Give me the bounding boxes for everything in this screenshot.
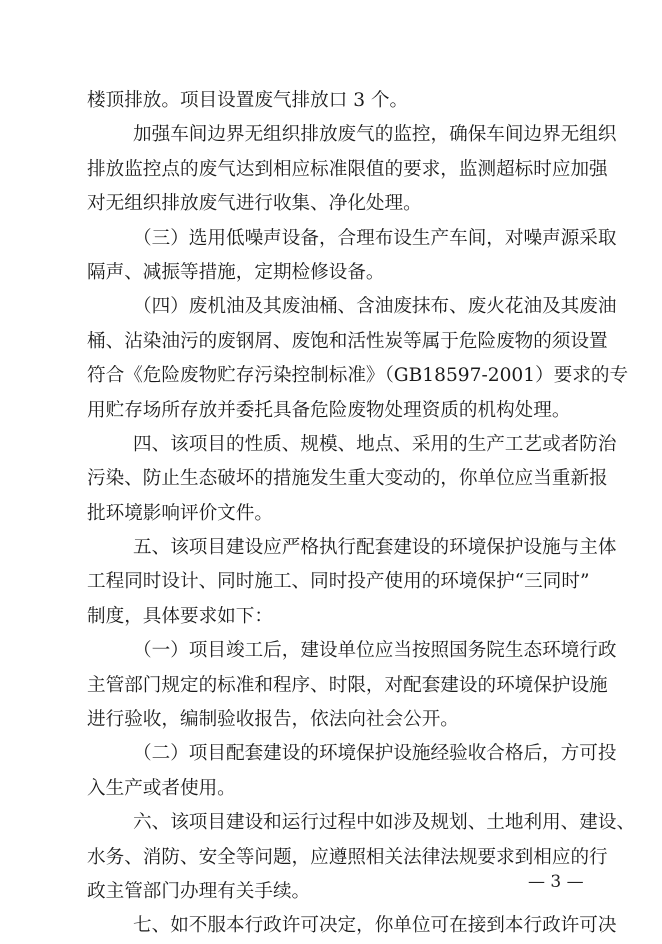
paragraph-line: 污染、防止生态破坏的措施发生重大变动的，你单位应当重新报 [87, 468, 608, 490]
paragraph-line: 四、该项目的性质、规模、地点、采用的生产工艺或者防治 [133, 433, 617, 455]
paragraph-line: 隔声、减振等措施，定期检修设备。 [87, 261, 385, 283]
paragraph-line: 工程同时设计、同时施工、同时投产使用的环境保护“三同时” [87, 571, 590, 593]
paragraph-line: 政主管部门办理有关手续。 [87, 880, 311, 902]
paragraph-line: （三）选用低噪声设备，合理布设生产车间，对噪声源采取 [133, 227, 617, 249]
paragraph-line: 水务、消防、安全等问题，应遵照相关法律法规要求到相应的行 [87, 846, 608, 868]
paragraph-line: 七、如不服本行政许可决定，你单位可在接到本行政许可决 [133, 915, 617, 937]
document-body [87, 84, 636, 944]
page-number: — 3 — [528, 872, 584, 892]
paragraph-line: 六、该项目建设和运行过程中如涉及规划、土地利用、建设、 [133, 812, 636, 834]
paragraph-line: 桶、沾染油污的废钢屑、废饱和活性炭等属于危险废物的须设置 [87, 330, 608, 352]
paragraph-line: 进行验收，编制验收报告，依法向社会公开。 [87, 709, 459, 731]
paragraph-line: 排放监控点的废气达到相应标准限值的要求，监测超标时应加强 [87, 158, 608, 180]
paragraph-line: 入生产或者使用。 [87, 777, 236, 799]
paragraph-line: 加强车间边界无组织排放废气的监控，确保车间边界无组织 [133, 124, 617, 146]
paragraph-line: （一）项目竣工后，建设单位应当按照国务院生态环境行政 [133, 640, 617, 662]
paragraph-line: 制度，具体要求如下： [87, 605, 273, 627]
paragraph-line: 主管部门规定的标准和程序、时限，对配套建设的环境保护设施 [87, 674, 608, 696]
paragraph-line: 用贮存场所存放并委托具备危险废物处理资质的机构处理。 [87, 399, 571, 421]
paragraph-line: 楼顶排放。项目设置废气排放口 3 个。 [87, 90, 409, 111]
paragraph-line: 符合《危险废物贮存污染控制标准》（GB18597-2001）要求的专 [87, 365, 629, 387]
paragraph-line: 批环境影响评价文件。 [87, 502, 273, 524]
paragraph-line: （四）废机油及其废油桶、含油废抹布、废火花油及其废油 [133, 296, 617, 318]
paragraph-line: 对无组织排放废气进行收集、净化处理。 [87, 193, 422, 215]
paragraph-line: （二）项目配套建设的环境保护设施经验收合格后，方可投 [133, 743, 617, 765]
paragraph-line: 五、该项目建设应严格执行配套建设的环境保护设施与主体 [133, 537, 617, 559]
